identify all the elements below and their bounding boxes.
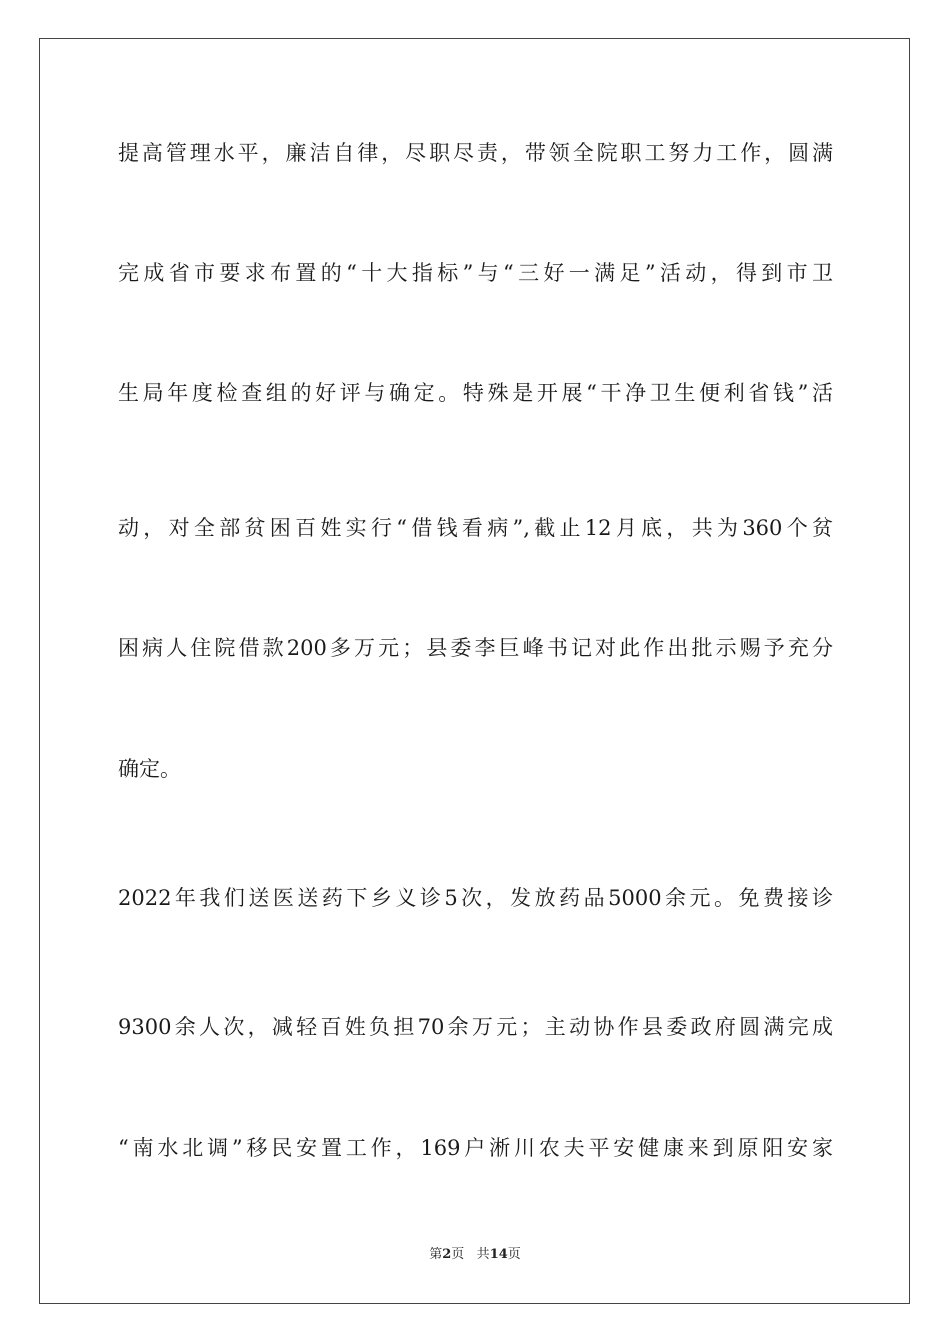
footer-total-prefix: 共 (476, 1247, 490, 1262)
body-line-6: 确定。 (118, 757, 181, 781)
footer-page-current: 2 (442, 1247, 452, 1262)
footer-page-prefix: 第 (429, 1247, 443, 1262)
page-border (39, 38, 910, 1304)
body-line-9: “南水北调”移民安置工作，169户淅川农夫平安健康来到原阳安家 (118, 1136, 833, 1160)
page-footer (0, 1246, 950, 1264)
footer-page-unit: 页 (451, 1247, 465, 1262)
body-line-7: 2022年我们送医送药下乡义诊5次，发放药品5000余元。免费接诊 (118, 886, 833, 910)
body-line-1: 提高管理水平，廉洁自律，尽职尽责，带领全院职工努力工作，圆满 (118, 141, 833, 165)
body-line-8: 9300余人次，减轻百姓负担70余万元；主动协作县委政府圆满完成 (118, 1015, 833, 1039)
body-line-3: 生局年度检查组的好评与确定。特殊是开展“干净卫生便利省钱”活 (118, 381, 833, 405)
body-line-4: 动，对全部贫困百姓实行“借钱看病”,截止12月底，共为360个贫 (118, 516, 833, 540)
body-line-2: 完成省市要求布置的“十大指标”与“三好一满足”活动，得到市卫 (118, 261, 833, 285)
footer-total-unit: 页 (507, 1247, 521, 1262)
body-line-5: 困病人住院借款200多万元；县委李巨峰书记对此作出批示赐予充分 (118, 636, 833, 660)
footer-page-total: 14 (489, 1247, 508, 1262)
